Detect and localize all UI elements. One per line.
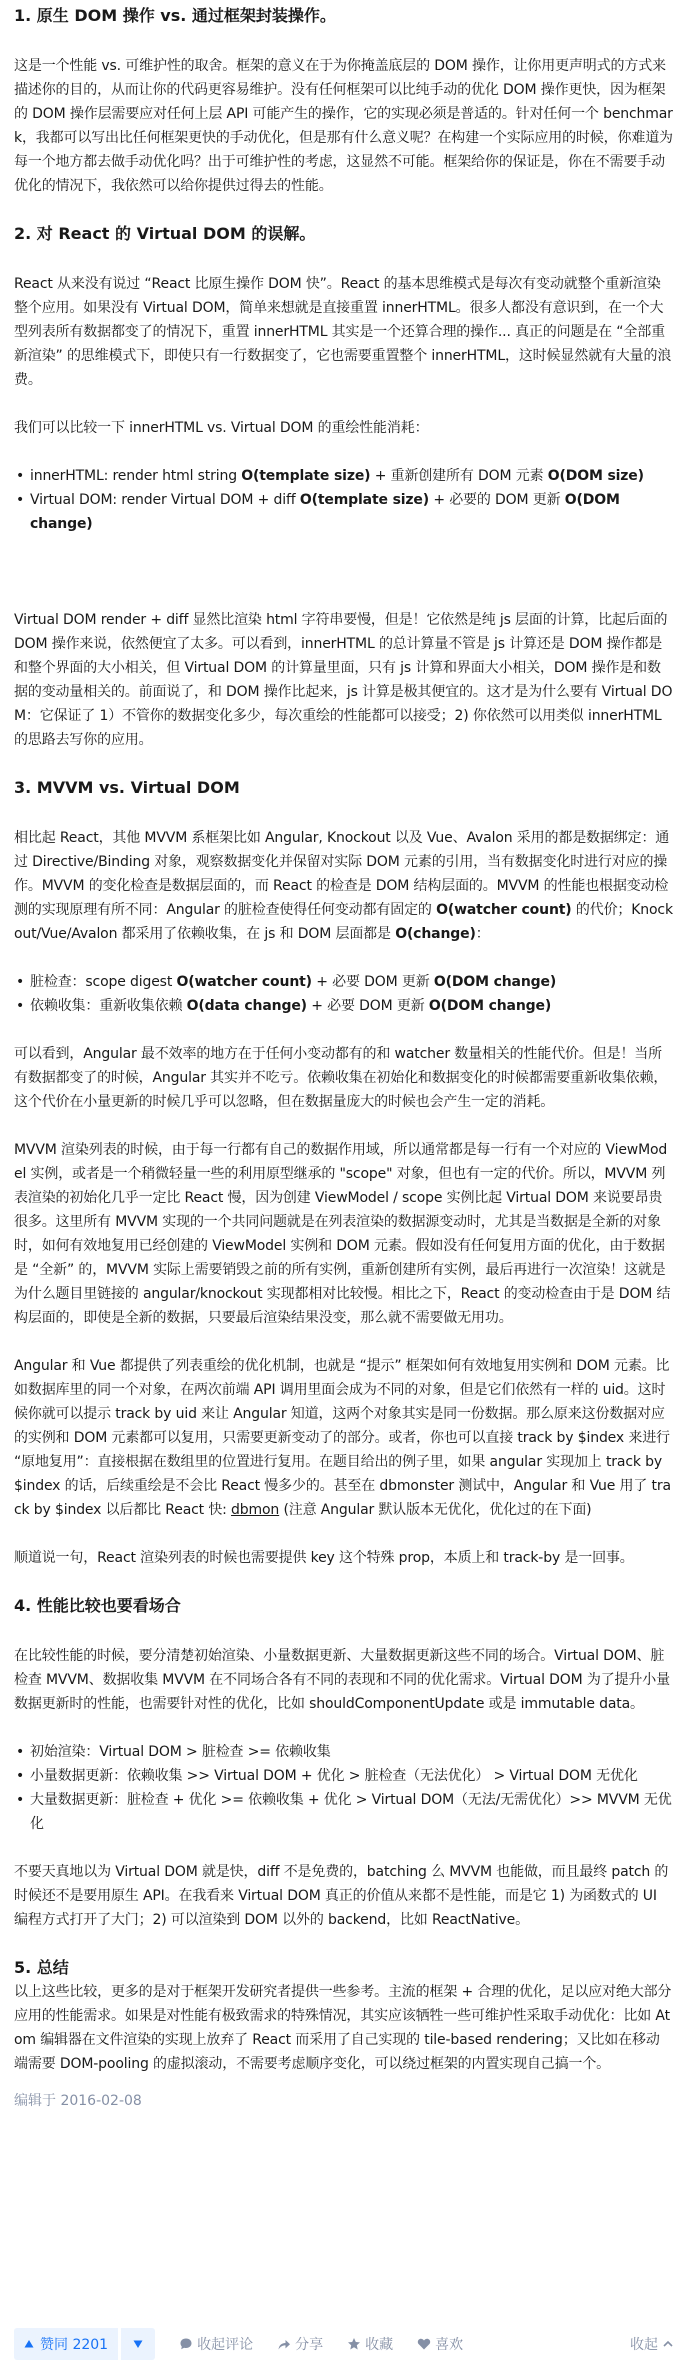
- section-heading: 4. 性能比较也要看场合: [14, 1596, 181, 1615]
- collapse-button[interactable]: [630, 2334, 674, 2354]
- favorite-button[interactable]: [347, 2334, 393, 2354]
- comment-label: 收起评论: [197, 2337, 254, 2353]
- paragraph: 以上这些比较，更多的是对于框架开发研究者提供一些参考。主流的框架 + 合理的优化，足以应对绝大部分应用的性能需求。如果是对性能有极致需求的特殊情况，其实应该牺牲一些可维护性采取手动优化：比如 Atom 编辑器在文件渲染的实现上放弃了 React 而采用了自己实现的 tile-based rendering；又比如在移动端需要 DOM-pooling 的虚拟滚动，不需要考虑顺序变化，可以绕过框架的内置实现自己搞一个。: [14, 1984, 672, 2072]
- like-button[interactable]: [417, 2334, 463, 2354]
- section-heading: 1. 原生 DOM 操作 vs. 通过框架封装操作。: [14, 6, 336, 25]
- paragraph: 顺道说一句，React 渲染列表的时候也需要提供 key 这个特殊 prop，本质上和 track-by 是一回事。: [14, 1550, 634, 1566]
- paragraph: Virtual DOM render + diff 显然比渲染 html 字符串要慢，但是！它依然是纯 js 层面的计算，比起后面的 DOM 操作来说，依然便宜了太多。可以看到，innerHTML 的总计算量不管是 js 计算还是 DOM 操作都是和整个界面的大小相关，但 Virtual DOM 的计算量里面，只有 js 计算和界面大小相关，DOM 操作是和数据的变动量相关的。前面说了，和 DOM 操作比起来，js 计算是极其便宜的。这才是为什么要有 Virtual DOM：它保证了 1）不管你的数据变化多少，每次重绘的性能都可以接受；2) 你依然可以用类似 innerHTML 的思路去写你的应用。: [14, 612, 673, 748]
- paragraph: MVVM 渲染列表的时候，由于每一行都有自己的数据作用域，所以通常都是每一行有一个对应的 ViewModel 实例，或者是一个稍微轻量一些的利用原型继承的 "scope" 对象，但也有一定的代价。所以，MVVM 列表渲染的初始化几乎一定比 React 慢，因为创建 ViewModel / scope 实例比起 Virtual DOM 来说要昂贵很多。这里所有 MVVM 实现的一个共同问题就是在列表渲染的数据源变动时，尤其是当数据是全新的对象时，如何有效地复用已经创建的 ViewModel 实例和 DOM 元素。假如没有任何复用方面的优化，由于数据是 “全新” 的，MVVM 实际上需要销毁之前的所有实例，重新创建所有实例，最后再进行一次渲染！这就是为什么题目里链接的 angular/knockout 实现都相对比较慢。相比之下，React 的变动检查由于是 DOM 结构层面的，即使是全新的数据，只要最后渲染结果没变，那么就不需要做无用功。: [14, 1142, 671, 1326]
- paragraph: 相比起 React，其他 MVVM 系框架比如 Angular, Knockout 以及 Vue、Avalon 采用的都是数据绑定：通过 Directive/Binding 对象，观察数据变化并保留对实际 DOM 元素的引用，当有数据变化时进行对应的操作。MVVM 的变化检查是数据层面的，而 React 的检查是 DOM 结构层面的。MVVM 的性能也根据变动检测的实现原理有所不同：Angular 的脏检查使得任何变动都有固定的 O(watcher count) 的代价；Knockout/Vue/Avalon 都采用了依赖收集，在 js 和 DOM 层面都是 O(change)：: [14, 830, 673, 942]
- list-item: • innerHTML: render html string O(template size) + 重新创建所有 DOM 元素 O(DOM size): [14, 464, 673, 488]
- edited-time[interactable]: 编辑于 2016-02-08: [14, 2093, 142, 2109]
- comment-button[interactable]: [179, 2334, 253, 2354]
- bullet-list: [14, 970, 673, 1018]
- paragraph: 在比较性能的时候，要分清楚初始渲染、小量数据更新、大量数据更新这些不同的场合。Virtual DOM、脏检查 MVVM、数据收集 MVVM 在不同场合各有不同的表现和不同的优化需求。Virtual DOM 为了提升小量数据更新时的性能，也需要针对性的优化，比如 shouldComponentUpdate 或是 immutable data。: [14, 1648, 670, 1712]
- list-item: • 小量数据更新：依赖收集 >> Virtual DOM + 优化 > 脏检查（无法优化） > Virtual DOM 无优化: [14, 1764, 673, 1788]
- star-icon: [347, 2337, 361, 2351]
- bullet-list: [14, 464, 673, 536]
- comment-icon: [179, 2337, 193, 2351]
- bullet-list: [14, 1740, 673, 1836]
- section-heading: 5. 总结: [14, 1958, 69, 1977]
- dbmon-link[interactable]: dbmon: [231, 1502, 280, 1518]
- favorite-label: 收藏: [365, 2337, 394, 2353]
- vote-up-label: 赞同 2201: [40, 2337, 109, 2353]
- like-label: 喜欢: [435, 2337, 464, 2353]
- list-item: • 初始渲染：Virtual DOM > 脏检查 >= 依赖收集: [14, 1740, 673, 1764]
- chevron-up-icon: [662, 2338, 674, 2350]
- paragraph: 可以看到，Angular 最不效率的地方在于任何小变动都有的和 watcher 数量相关的性能代价。但是！当所有数据都变了的时候，Angular 其实并不吃亏。依赖收集在初始化和数据变化的时候都需要重新收集依赖，这个代价在小量更新的时候几乎可以忽略，但在数据量庞大的时候也会产生一定的消耗。: [14, 1046, 668, 1110]
- list-item: • 依赖收集：重新收集依赖 O(data change) + 必要 DOM 更新 O(DOM change): [14, 994, 673, 1018]
- section-heading: 2. 对 React 的 Virtual DOM 的误解。: [14, 224, 316, 243]
- share-label: 分享: [295, 2337, 324, 2353]
- share-icon: [277, 2337, 291, 2351]
- list-item: • 脏检查：scope digest O(watcher count) + 必要 DOM 更新 O(DOM change): [14, 970, 673, 994]
- paragraph: 我们可以比较一下 innerHTML vs. Virtual DOM 的重绘性能消耗：: [14, 420, 429, 436]
- paragraph: React 从来没有说过 “React 比原生操作 DOM 快”。React 的基本思维模式是每次有变动就整个重新渲染整个应用。如果没有 Virtual DOM，简单来想就是直接重置 innerHTML。很多人都没有意识到，在一个大型列表所有数据都变了的情况下，重置 innerHTML 其实是一个还算合理的操作... 真正的问题是在 “全部重新渲染” 的思维模式下，即使只有一行数据变了，它也需要重置整个 innerHTML，这时候显然就有大量的浪费。: [14, 276, 672, 388]
- list-item: • Virtual DOM: render Virtual DOM + diff O(template size) + 必要的 DOM 更新 O(DOM change): [14, 488, 673, 536]
- vote-down-icon: [133, 2339, 143, 2349]
- heart-icon: [417, 2337, 431, 2351]
- vote-down-button[interactable]: [121, 2328, 155, 2360]
- collapse-label: 收起: [630, 2337, 658, 2353]
- paragraph: Angular 和 Vue 都提供了列表重绘的优化机制，也就是 “提示” 框架如何有效地复用实例和 DOM 元素。比如数据库里的同一个对象，在两次前端 API 调用里面会成为不同的对象，但是它们依然有一样的 uid。这时候你就可以提示 track by uid 来让 Angular 知道，这两个对象其实是同一份数据。那么原来这份数据对应的实例和 DOM 元素都可以复用，只需要更新变动了的部分。或者，你也可以直接 track by $index 来进行 “原地复用”：直接根据在数组里的位置进行复用。在题目给出的例子里，如果 angular 实现加上 track by $index 的话，后续重绘是不会比 React 慢多少的。甚至在 dbmonster 测试中，Angular 和 Vue 用了 track by $index 以后都比 React 快: dbmon (注意 Angular 默认版本无优化，优化过的在下面): [14, 1358, 671, 1518]
- share-button[interactable]: [277, 2334, 323, 2354]
- vote-up-icon: [24, 2339, 34, 2349]
- action-bar: [0, 2324, 688, 2364]
- section-heading: 3. MVVM vs. Virtual DOM: [14, 778, 240, 797]
- vote-up-button[interactable]: [14, 2328, 118, 2360]
- list-item: • 大量数据更新：脏检查 + 优化 >= 依赖收集 + 优化 > Virtual DOM（无法/无需优化）>> MVVM 无优化: [14, 1788, 673, 1836]
- paragraph: 不要天真地以为 Virtual DOM 就是快，diff 不是免费的，batching 么 MVVM 也能做，而且最终 patch 的时候还不是要用原生 API。在我看来 Virtual DOM 真正的价值从来都不是性能，而是它 1) 为函数式的 UI 编程方式打开了大门；2) 可以渲染到 DOM 以外的 backend，比如 ReactNative。: [14, 1864, 669, 1928]
- paragraph: 这是一个性能 vs. 可维护性的取舍。框架的意义在于为你掩盖底层的 DOM 操作，让你用更声明式的方式来描述你的目的，从而让你的代码更容易维护。没有任何框架可以比纯手动的优化 DOM 操作更快，因为框架的 DOM 操作层需要应对任何上层 API 可能产生的操作，它的实现必须是普适的。针对任何一个 benchmark，我都可以写出比任何框架更快的手动优化，但是那有什么意义呢？在构建一个实际应用的时候，你难道为每一个地方都去做手动优化吗？出于可维护性的考虑，这显然不可能。框架给你的保证是，你在不需要手动优化的情况下，我依然可以给你提供过得去的性能。: [14, 58, 673, 194]
